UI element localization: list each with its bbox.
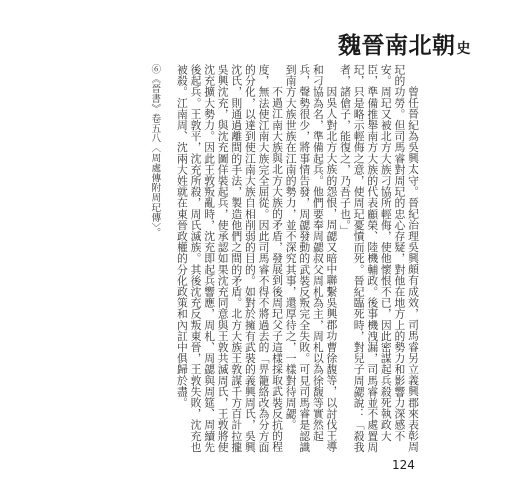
page-number: 124 (392, 458, 415, 472)
page-title-suffix: 史 (456, 41, 471, 57)
footnote: ⑥《晉書》卷五八〈周處傳附周玘傳〉。 (149, 64, 161, 238)
paragraph: 曾任晉紀為吳興太守。晉紀治理吳興頗有成效，司馬睿另立義興郡來表彰周玘的功勞。但司馬睿對周玘的忠心存疑，對他在地方上的勢力和影響力深感不安。周玘又被北方大族刁協所輕侮，使他懷恨不已，因此密謀起兵殺死執政大臣，準備推舉南方大族的代表顧榮、陸機輔政。後事機洩漏，司馬睿並不處置周玘，只是略示輕侮之意，使周玘憂憤而死。晉紀臨死時，對兒子周勰說：「殺我者，諸傖子，能復之，乃吾子也。」 (339, 64, 420, 453)
body-text (105, 64, 420, 460)
page-title (338, 27, 471, 60)
page-title-main: 魏晉南北朝 (338, 32, 456, 59)
paragraph: 不過江南大族與北方大族的矛盾，發展到後周玘父子這樣採取武裝反抗的程度，無法使江南大族完全屈從。因此司馬睿不得不將過去的「畀籠絡改為分方面的分化，以達到使江南大族自相削弱的目的。如對於擁有武裝的義興周氏，吳興沈氏，則通過離間的手法，製造他們之間的矛盾。北方大族王敦謀千方百計拉攏吳興沈充，與沈充圖佯裝起兵，使承認如果沈充同意與王敦共滅周氏，王敦將使沈充擴大勢力。因此王敦叛亂時，沈充即起兵響應，周札、周勰與周筵、周續先後起兵。王敦平，沈充所殺，周氏滅族。其後沈充反叛東晉，王敦失敗，沈充也被殺。江南周、沈兩大姓就在東晉政權的分化政策和內訌中俱歸於盡。 (175, 64, 285, 453)
paragraph: 因吳人對北方大族的怨恨，周勰又暗中聯繫吳興郡功曹徐馥等，以討伐王導和刁協為名，準備起兵。他們要奉周勰叔父周札為主，周札以為徐馥等實然起兵，聲勢很少，將事情告發，周勰發動的武裝反叛完全失敗。可見司馬睿是認識到南方大族世族在江南的勢力，並不深究其事，還厚待之，一樣對待周勰。 (284, 64, 339, 453)
